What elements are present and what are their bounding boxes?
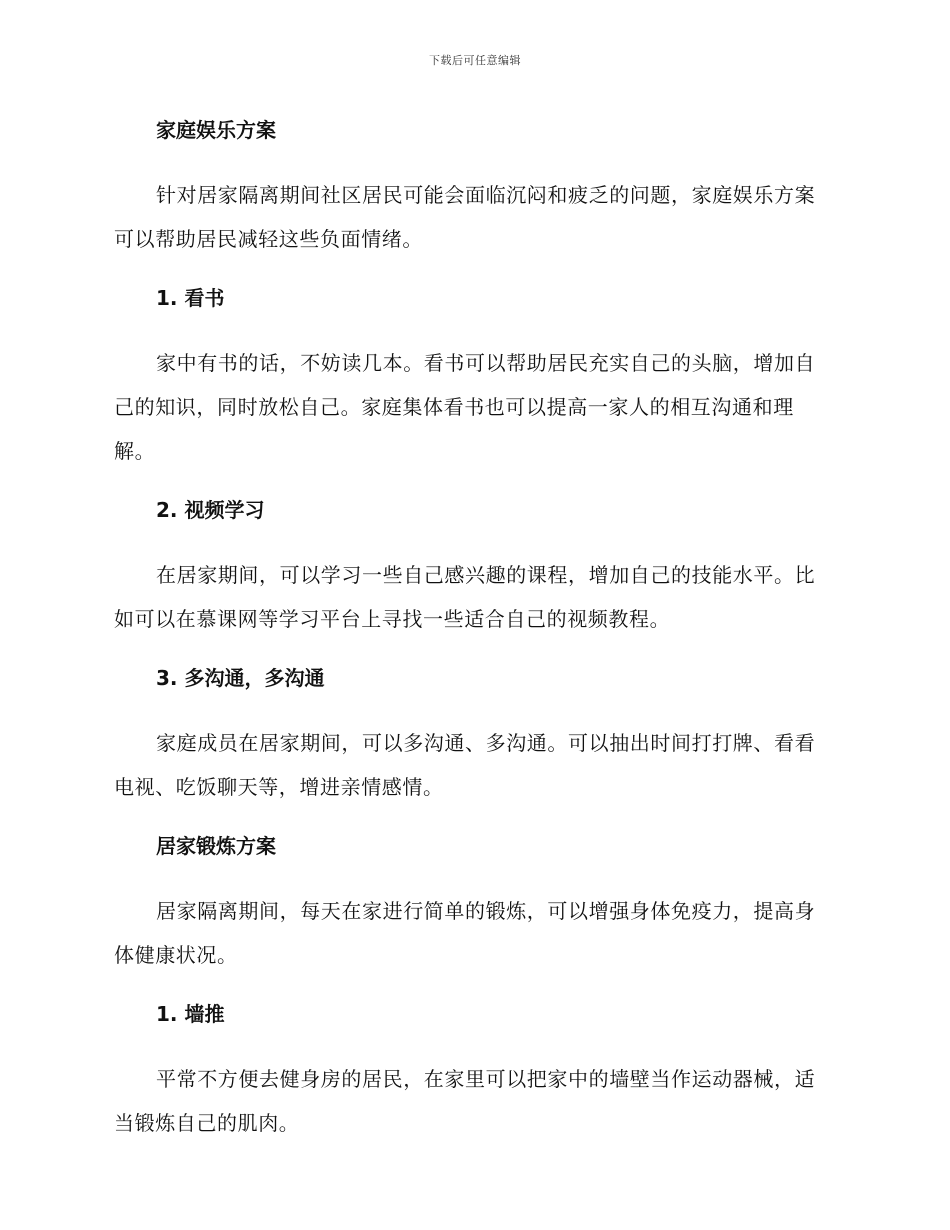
subheading-video-learning: 2. 视频学习 bbox=[156, 498, 265, 522]
subheading-wall-push: 1. 墙推 bbox=[156, 1002, 225, 1026]
subheading-reading: 1. 看书 bbox=[156, 286, 225, 310]
paragraph-video-learning: 在居家期间，可以学习一些自己感兴趣的课程，增加自己的技能水平。比如可以在慕课网等学习平台上寻找一些适合自己的视频教程。 bbox=[114, 563, 816, 631]
paragraph-reading: 家中有书的话，不妨读几本。看书可以帮助居民充实自己的头脑，增加自己的知识，同时放松自己。家庭集体看书也可以提高一家人的相互沟通和理解。 bbox=[114, 351, 816, 463]
paragraph-family-entertainment: 针对居家隔离期间社区居民可能会面临沉闷和疲乏的问题，家庭娱乐方案可以帮助居民减轻这些负面情绪。 bbox=[114, 183, 816, 251]
page-header-note: 下载后可任意编辑 bbox=[429, 54, 521, 67]
paragraph-home-exercise: 居家隔离期间，每天在家进行简单的锻炼，可以增强身体免疫力，提高身体健康状况。 bbox=[114, 899, 816, 967]
paragraph-communication: 家庭成员在居家期间，可以多沟通、多沟通。可以抽出时间打打牌、看看电视、吃饭聊天等，增进亲情感情。 bbox=[114, 731, 816, 799]
section-heading-family-entertainment: 家庭娱乐方案 bbox=[156, 118, 276, 142]
paragraph-wall-push: 平常不方便去健身房的居民，在家里可以把家中的墙壁当作运动器械，适当锻炼自己的肌肉。 bbox=[114, 1067, 816, 1135]
document-content bbox=[114, 115, 834, 1145]
subheading-communication: 3. 多沟通，多沟通 bbox=[156, 666, 325, 690]
section-heading-home-exercise: 居家锻炼方案 bbox=[156, 834, 276, 858]
